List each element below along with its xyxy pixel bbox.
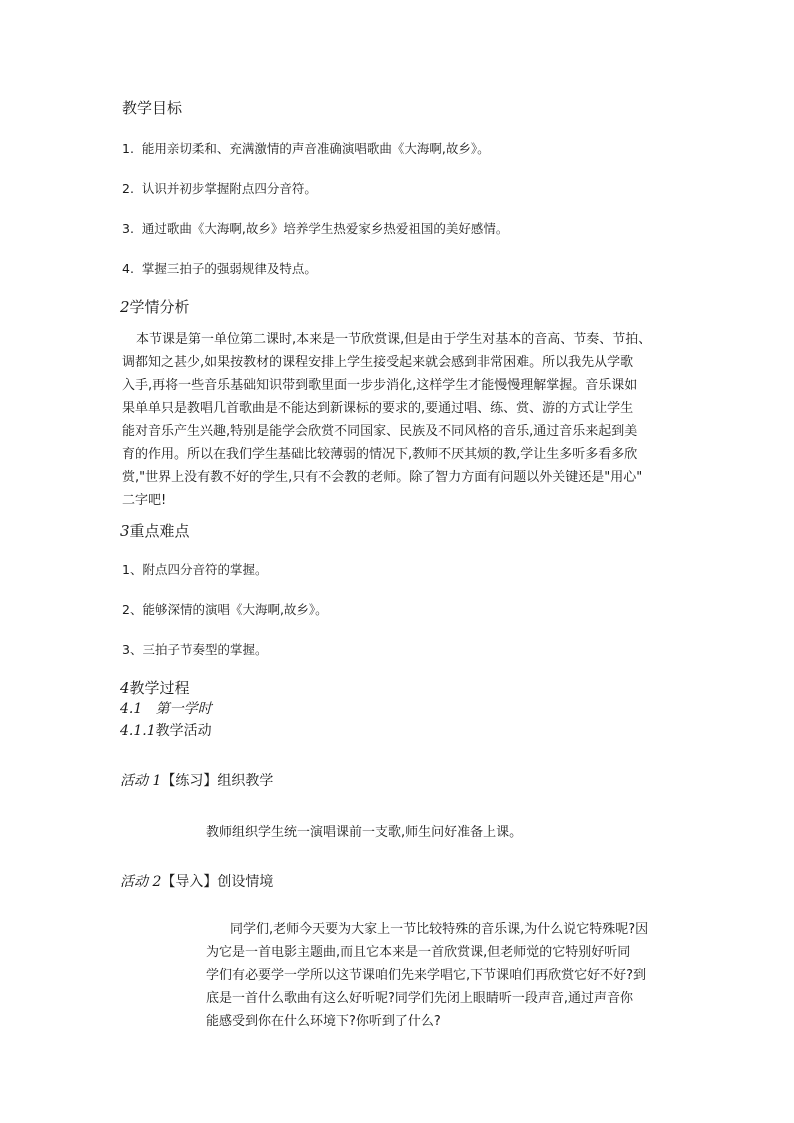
analysis-paragraph [122,328,678,512]
analysis-heading [120,296,190,317]
objective-item-4 [122,259,317,277]
activity-2-line: 同学们,老师今天要为大家上一节比较特殊的音乐课,为什么说它特殊呢?因 [230,922,649,937]
subsection-title: 教学活动 [155,723,212,739]
analysis-line: 二字吧! [122,493,167,508]
analysis-line: 果单单只是教唱几首歌曲是不能达到新课标的要求的,要通过唱、练、赏、游的方式让学生 [122,401,634,416]
analysis-line: 本节课是第一单位第二课时,本来是一节欣赏课,但是由于学生对基本的音高、节奏、节拍、 [136,332,652,347]
activity-2-heading [120,871,273,891]
objective-num: 3. [122,221,134,236]
objectives-heading: 教学目标 [122,99,183,117]
process-heading [120,677,190,698]
keypoint-item-1: 1、附点四分音符的掌握。 [122,562,268,577]
analysis-line: 调都知之甚少,如果按教材的课程安排上学生接受起来就会感到非常困难。所以我先从学歌 [122,355,634,370]
subsection-4-1 [120,698,212,718]
activity-prefix: 活动 1 [120,773,162,789]
analysis-line: 育的作用。所以在我们学生基础比较薄弱的情况下,教师不厌其烦的教,学让生多听多看多欣 [122,447,638,462]
section-number: 4 [120,679,130,697]
subsection-title: 第一学时 [155,701,212,717]
objective-num: 1. [122,141,134,156]
activity-1-heading [120,770,273,790]
activity-title: 组织教学 [217,773,274,789]
section-number: 3 [120,522,130,540]
analysis-line: 赏,"世界上没有教不好的学生,只有不会教的老师。除了智力方面有问题以外关键还是"用心" [122,470,643,485]
objective-text: 掌握三拍子的强弱规律及特点。 [141,261,317,276]
activity-2-body [206,918,686,1033]
activity-2-line: 为它是一首电影主题曲,而且它本来是一首欣赏课,但老师觉的它特别好听同 [206,945,631,960]
keypoint-item-3: 3、三拍子节奏型的掌握。 [122,642,268,657]
activity-2-line: 底是一首什么歌曲有这么好听呢?同学们先闭上眼睛听一段声音,通过声音你 [206,991,634,1006]
activity-tag: 【练习】 [161,773,218,789]
activity-tag: 【导入】 [161,874,218,890]
activity-2-line: 能感受到你在什么环境下?你听到了什么? [206,1014,441,1029]
section-number: 2 [120,298,130,316]
section-title: 教学过程 [129,679,190,697]
objective-item-3 [122,219,508,237]
objective-num: 4. [122,261,134,276]
keypoint-item-2: 2、能够深情的演唱《大海啊,故乡》。 [122,602,328,617]
analysis-line: 能对音乐产生兴趣,特别是能学会欣赏不同国家、民族及不同风格的音乐,通过音乐来起到美 [122,424,638,439]
objective-text: 通过歌曲《大海啊,故乡》培养学生热爱家乡热爱祖国的美好感情。 [141,221,509,236]
objective-item-1 [122,139,490,157]
activity-title: 创设情境 [217,874,274,890]
section-title: 学情分析 [129,298,190,316]
activity-prefix: 活动 2 [120,874,162,890]
objective-item-2 [122,179,317,197]
subsection-number: 4.1.1 [120,723,156,739]
section-title: 重点难点 [129,522,190,540]
keypoints-heading [120,520,190,541]
objective-num: 2. [122,181,134,196]
subsection-4-1-1 [120,720,212,740]
activity-1-body: 教师组织学生统一演唱课前一支歌,师生问好准备上课。 [206,825,523,840]
objective-text: 认识并初步掌握附点四分音符。 [141,181,317,196]
objective-text: 能用亲切柔和、充满激情的声音准确演唱歌曲《大海啊,故乡》。 [141,141,490,156]
activity-2-line: 学们有必要学一学所以这节课咱们先来学唱它,下节课咱们再欣赏它好不好?到 [206,968,647,983]
subsection-number: 4.1 [120,701,143,717]
analysis-line: 入手,再将一些音乐基础知识带到歌里面一步步消化,这样学生才能慢慢理解掌握。音乐课如 [122,378,638,393]
